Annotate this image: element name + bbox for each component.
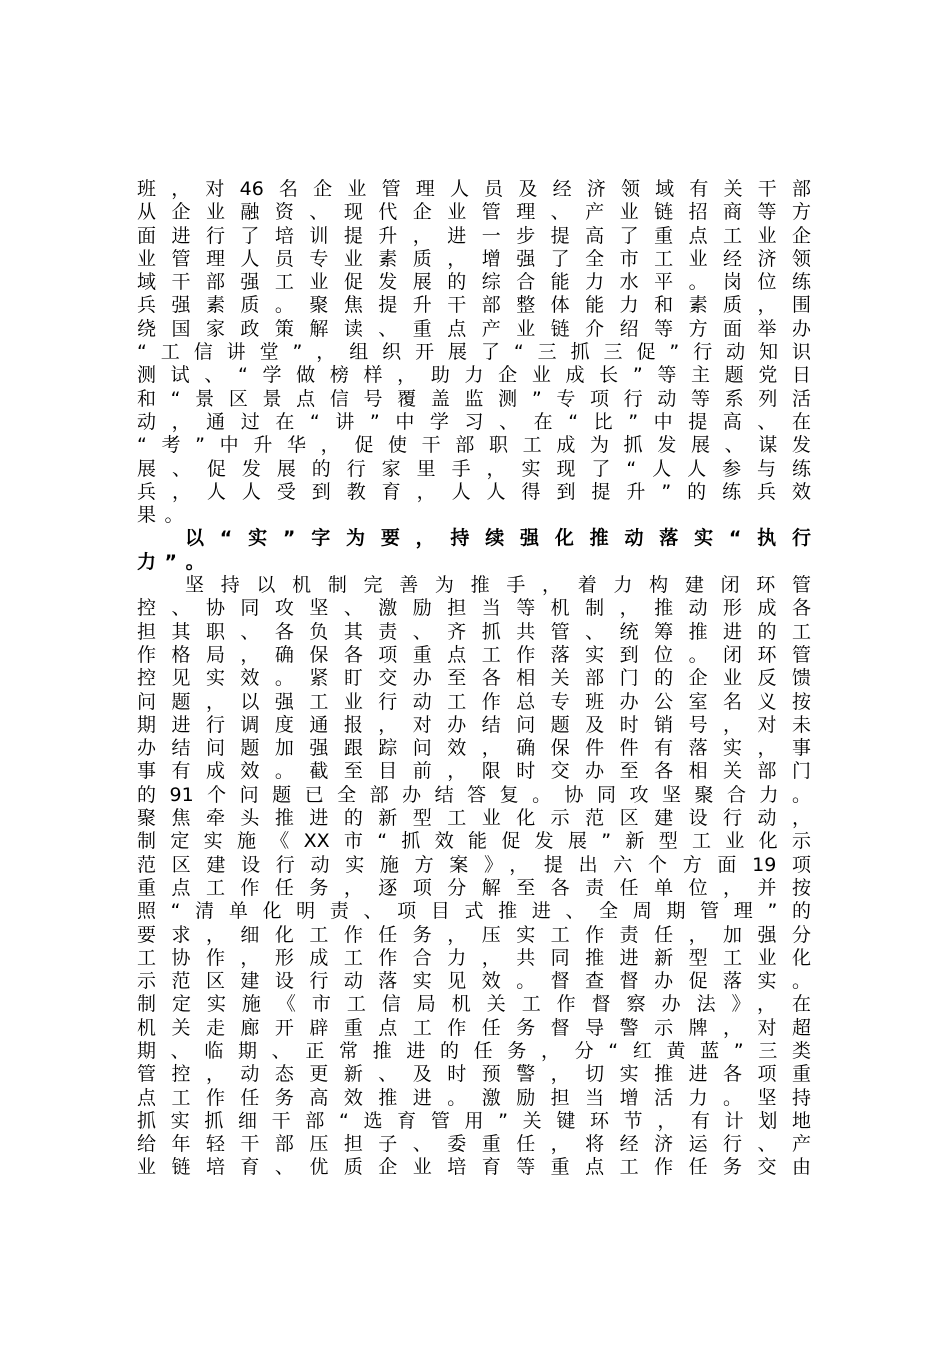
heading-line: 以“实”字为要，持续强化推动落实“执行	[185, 527, 811, 550]
text-line: 绕国家政策解读、重点产业链介绍等方面举办	[137, 317, 811, 340]
text-line: 和“景区景点信号覆盖监测”专项行动等系列活	[137, 387, 811, 410]
text-line: 控见实效。紧盯交办至各相关部门的企业反馈	[137, 667, 811, 690]
text-line: 控、协同攻坚、激励担当等机制，推动形成各	[137, 597, 811, 620]
text-line: 测试、“学做榜样，助力企业成长”等主题党日	[137, 364, 811, 387]
text-line: 面进行了培训提升，进一步提高了重点工业企	[137, 224, 811, 247]
text-line: 范区建设行动实施方案》，提出六个方面19项	[137, 853, 811, 876]
body-text	[137, 178, 811, 1180]
text-line: 从企业融资、现代企业管理、产业链招商等方	[137, 201, 811, 224]
text-line: 兵强素质。聚焦提升干部整体能力和素质，围	[137, 294, 811, 317]
text-line: 重点工作任务，逐项分解至各责任单位，并按	[137, 876, 811, 899]
text-line: 要求，细化工作任务，压实工作责任，加强分	[137, 923, 811, 946]
text-line: 业链培育、优质企业培育等重点工作任务交由	[137, 1156, 811, 1179]
text-line: 业管理人员专业素质，增强了全市工业经济领	[137, 247, 811, 270]
text-line: 抓实抓细干部“选育管用”关键环节，有计划地	[137, 1109, 811, 1132]
text-line: 照“清单化明责、项目式推进、全周期管理”的	[137, 900, 811, 923]
text-line: 期进行调度通报，对办结问题及时销号，对未	[137, 713, 811, 736]
text-line: 坚持以机制完善为推手，着力构建闭环管	[185, 574, 811, 597]
text-line: 问题，以强工业行动工作总专班办公室名义按	[137, 690, 811, 713]
text-line: 管控，动态更新、及时预警，切实推进各项重	[137, 1063, 811, 1086]
text-line: “考”中升华，促使干部职工成为抓发展、谋发	[137, 434, 811, 457]
text-line: 的91个问题已全部办结答复。协同攻坚聚合力。	[137, 783, 811, 806]
text-line: 果。	[137, 504, 193, 527]
text-line: 域干部强工业促发展的综合能力水平。岗位练	[137, 271, 811, 294]
text-line: 制定实施《市工信局机关工作督察办法》，在	[137, 993, 811, 1016]
text-line: 展、促发展的行家里手，实现了“人人参与练	[137, 457, 811, 480]
section-heading	[137, 527, 811, 574]
paragraph-1	[137, 178, 811, 527]
text-line: 班，对46名企业管理人员及经济领域有关干部	[137, 178, 811, 200]
text-line: 机关走廊开辟重点工作任务督导警示牌，对超	[137, 1016, 811, 1039]
text-line: “工信讲堂”，组织开展了“三抓三促”行动知识	[137, 341, 811, 364]
text-line: 事有成效。截至目前，限时交办至各相关部门	[137, 760, 811, 783]
text-line: 示范区建设行动落实见效。督查督办促落实。	[137, 970, 811, 993]
text-line: 给年轻干部压担子、委重任，将经济运行、产	[137, 1133, 811, 1156]
text-line: 制定实施《XX市“抓效能促发展”新型工业化示	[137, 830, 811, 853]
text-line: 聚焦牵头推进的新型工业化示范区建设行动，	[137, 807, 811, 830]
paragraph-2	[137, 574, 811, 1180]
text-line: 工协作，形成工作合力，共同推进新型工业化	[137, 946, 811, 969]
text-line: 办结问题加强跟踪问效，确保件件有落实，事	[137, 737, 811, 760]
text-line: 点工作任务高效推进。激励担当增活力。坚持	[137, 1086, 811, 1109]
text-line: 作格局，确保各项重点工作落实到位。闭环管	[137, 643, 811, 666]
text-line: 担其职、各负其责、齐抓共管、统筹推进的工	[137, 620, 811, 643]
text-line: 动，通过在“讲”中学习、在“比”中提高、在	[137, 410, 811, 433]
text-line: 兵，人人受到教育，人人得到提升”的练兵效	[137, 480, 811, 503]
text-line: 期、临期、正常推进的任务，分“红黄蓝”三类	[137, 1039, 811, 1062]
heading-line: 力”。	[137, 550, 214, 573]
